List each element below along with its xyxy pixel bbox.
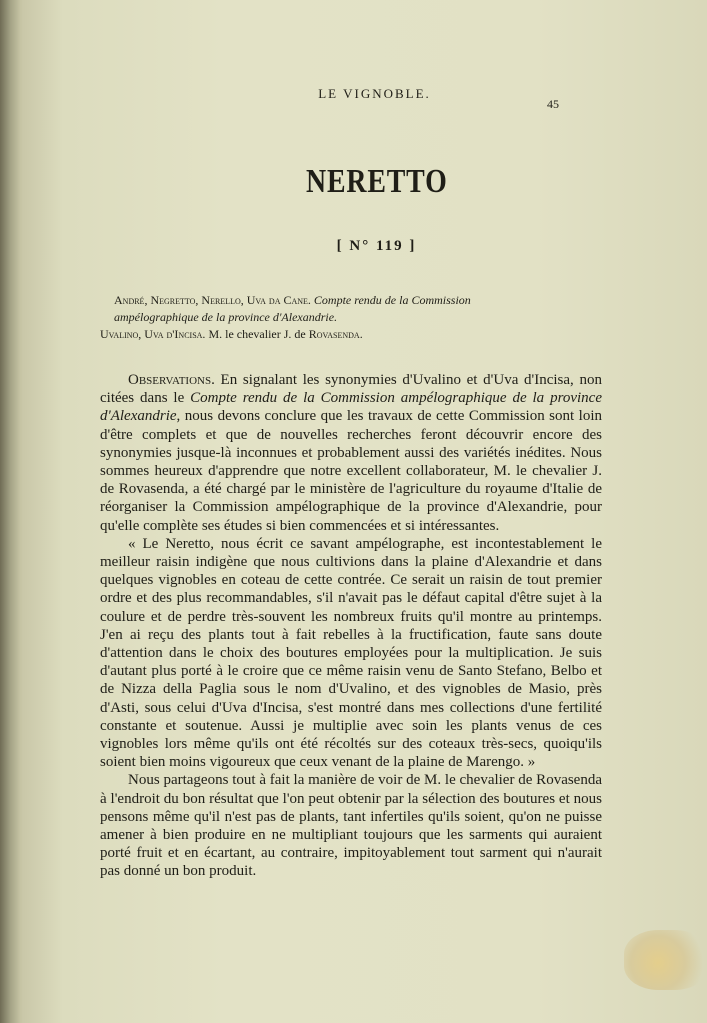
entry-number: [ N° 119 ] [336, 238, 417, 254]
synonym-names: André, Negretto, Nerello, Uva da Cane. [114, 293, 311, 307]
synonym-attribution: M. le chevalier J. de [208, 327, 306, 341]
paragraph-conclusion: Nous partageons tout à fait la manière de voir de M. le chevalier de Rovasenda à l'endroit du bon résultat que l'on peut obtenir par la sélection des boutures et nous pensons même qu'il n'est pas de plants, tant infertiles qu'ils soient, qu'on ne puisse amener à bien produire en ne multipliant toujours que les sarments qui auraient porté fruit et en écartant, au contraire, impitoyablement tout sarment qui n'aurait pas donné un bon produit. [100, 772, 602, 880]
running-head: LE VIGNOBLE. [318, 86, 431, 101]
synonyms-line-3 [100, 326, 570, 343]
synonyms-line-1 [114, 292, 584, 309]
entry-title: NERETTO [306, 163, 448, 200]
body-text [100, 371, 602, 881]
synonym-names-2: Uvalino, Uva d'Incisa. [100, 327, 206, 341]
synonym-author: Rovasenda. [308, 327, 363, 341]
page-number: 45 [547, 97, 559, 111]
synonym-source-cont: ampélographique de la province d'Alexandrie. [114, 310, 338, 324]
paragraph-quote: « Le Neretto, nous écrit ce savant ampélographe, est incontestablement le meilleur raisin indigène que nous cultivions dans la plaine d'Alexandrie et dans quelques vignobles en coteau de cette contrée. Ce serait un raisin de tout premier ordre et des plus recommandables, s'il n'avait pas le défaut capital d'être sujet à la coulure et de perdre très-souvent les nombreux fruits qu'il montre au printemps. J'en ai reçu des plants tout à fait rebelles à la fructification, faute sans doute d'attention dans le choix des boutures employées pour la multiplication. Je suis d'autant plus porté à le croire que ce même raisin venu de Santo Stefano, Belbo et de Nizza della Paglia sous le nom d'Uvalino, et des vignobles de Masio, près d'Asti, sous celui d'Uva d'Incisa, s'est montré dans mes collections d'une fertilité constante et soutenue. Aussi je multiplie avec soin les plants venus de ces vignobles lors même qu'ils ont été récoltés sur des coteaux très-secs, quoiqu'ils soient bien moins vigoureux que ceux venant de la plaine de Marengo. » [100, 535, 602, 771]
synonyms-line-2 [114, 309, 584, 326]
book-page [22, 0, 707, 1023]
paragraph-1-italic: Compte rendu de la Commission ampélographique de la province d'Alexandrie [100, 390, 602, 425]
observations-label: Observations. [128, 372, 215, 388]
page-stain [624, 930, 707, 990]
synonym-source: Compte rendu de la Commission [313, 293, 471, 307]
paragraph-1-part-1: En signalant les synonymies d'Uvalino et d'Uva d'Incisa, non citées dans le [100, 372, 602, 407]
paragraph-observations [100, 371, 602, 535]
paragraph-1-part-2: , nous devons conclure que les travaux de cette Commission sont loin d'être complets et que de nouvelles recherches feront découvrir encore des synonymies jusque-là inconnues et probablement aussi des variétés inédites. Nous sommes heureux d'apprendre que notre excellent collaborateur, M. le chevalier J. de Rovasenda, a été chargé par le ministère de l'agriculture du royaume d'Italie de réorganiser la Commission ampélographique de la province d'Alexandrie, pour qu'elle complète ses études si bien commencées et si intéressantes. [100, 408, 602, 534]
